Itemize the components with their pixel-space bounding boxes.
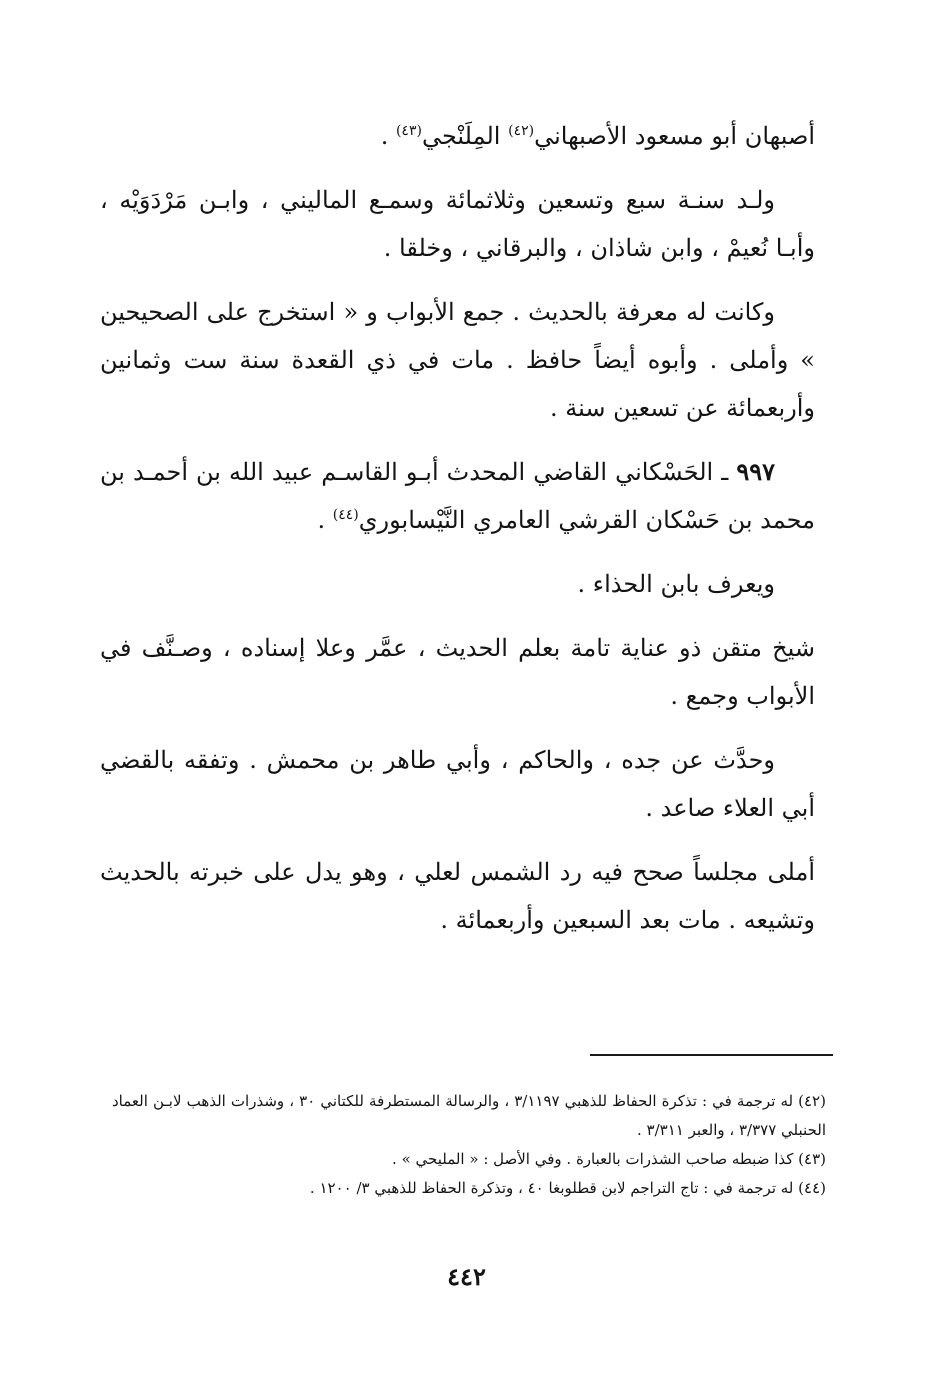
footnote-43: (٤٣) كذا ضبطه صاحب الشذرات بالعبارة . وفي الأصل : « المليحي » . bbox=[392, 1150, 826, 1168]
footnote-ref-44: (٤٤) bbox=[332, 507, 359, 523]
main-text-block bbox=[100, 112, 815, 960]
footnote-42: (٤٢) له ترجمة في : تذكرة الحفاظ للذهبي ٣/١١٩٧ ، والرسالة المستطرفة للكتاني ٣٠ ، وشذرات الذهب لابـن العماد الحنبلي ٣/٣٧٧ ، والعبر ٣/٣١١ . bbox=[112, 1092, 826, 1139]
footnote-ref-43: (٤٣) bbox=[395, 123, 422, 139]
entry-end: . bbox=[317, 506, 333, 534]
intro-text: أصبهان أبو مسعود الأصبهاني bbox=[534, 122, 815, 150]
paragraph-intro-line bbox=[100, 112, 815, 160]
malanji-text: المِلَنْجي bbox=[421, 122, 501, 150]
entry-number: ٩٩٧ bbox=[736, 457, 775, 486]
entry-title: ـ الحَسْكاني القاضي المحدث أبـو القاسـم عبيد الله بن أحمـد بن محمد بن حَسْكان القرشي العامري النَّيْسابوري bbox=[100, 458, 815, 534]
paragraph-knowledge: وكانت له معرفة بالحديث . جمع الأبواب و « استخرج على الصحيحين » وأملى . وأبوه أيضاً حافظ . مات في ذي القعدة سنة ست وثمانين وأربعمائة عن تسعين سنة . bbox=[100, 298, 815, 422]
footnote-divider bbox=[590, 1054, 833, 1056]
footnote-ref-42: (٤٢) bbox=[508, 123, 535, 139]
paragraph-sheikh: شيخ متقن ذو عناية تامة بعلم الحديث ، عمَّر وعلا إسناده ، وصـنَّف في الأبواب وجمع . bbox=[100, 634, 815, 710]
footnotes-block bbox=[112, 1087, 826, 1203]
paragraph-dictated: أملى مجلساً صحح فيه رد الشمس لعلي ، وهو يدل على خبرته بالحديث وتشيعه . مات بعد السبعين وأربعمائة . bbox=[100, 858, 815, 934]
page-number: ٤٤٢ bbox=[447, 1262, 486, 1291]
paragraph-entry-997 bbox=[100, 448, 815, 544]
paragraph-birth: ولـد سنـة سبع وتسعين وثلاثمائة وسمـع الماليني ، وابـن مَرْدَوَيْه ، وأبـا نُعيمْ ، وابن شاذان ، والبرقاني ، وخلقا . bbox=[100, 186, 815, 262]
intro-end: . bbox=[380, 122, 396, 150]
paragraph-known-as: ويعرف بابن الحذاء . bbox=[577, 570, 775, 598]
footnote-44: (٤٤) له ترجمة في : تاج التراجم لابن قطلوبغا ٤٠ ، وتذكرة الحفاظ للذهبي ٣/ ١٢٠٠ . bbox=[309, 1179, 826, 1197]
paragraph-narrated: وحدَّث عن جده ، والحاكم ، وأبي طاهر بن محمش . وتفقه بالقضي أبي العلاء صاعد . bbox=[100, 746, 815, 822]
